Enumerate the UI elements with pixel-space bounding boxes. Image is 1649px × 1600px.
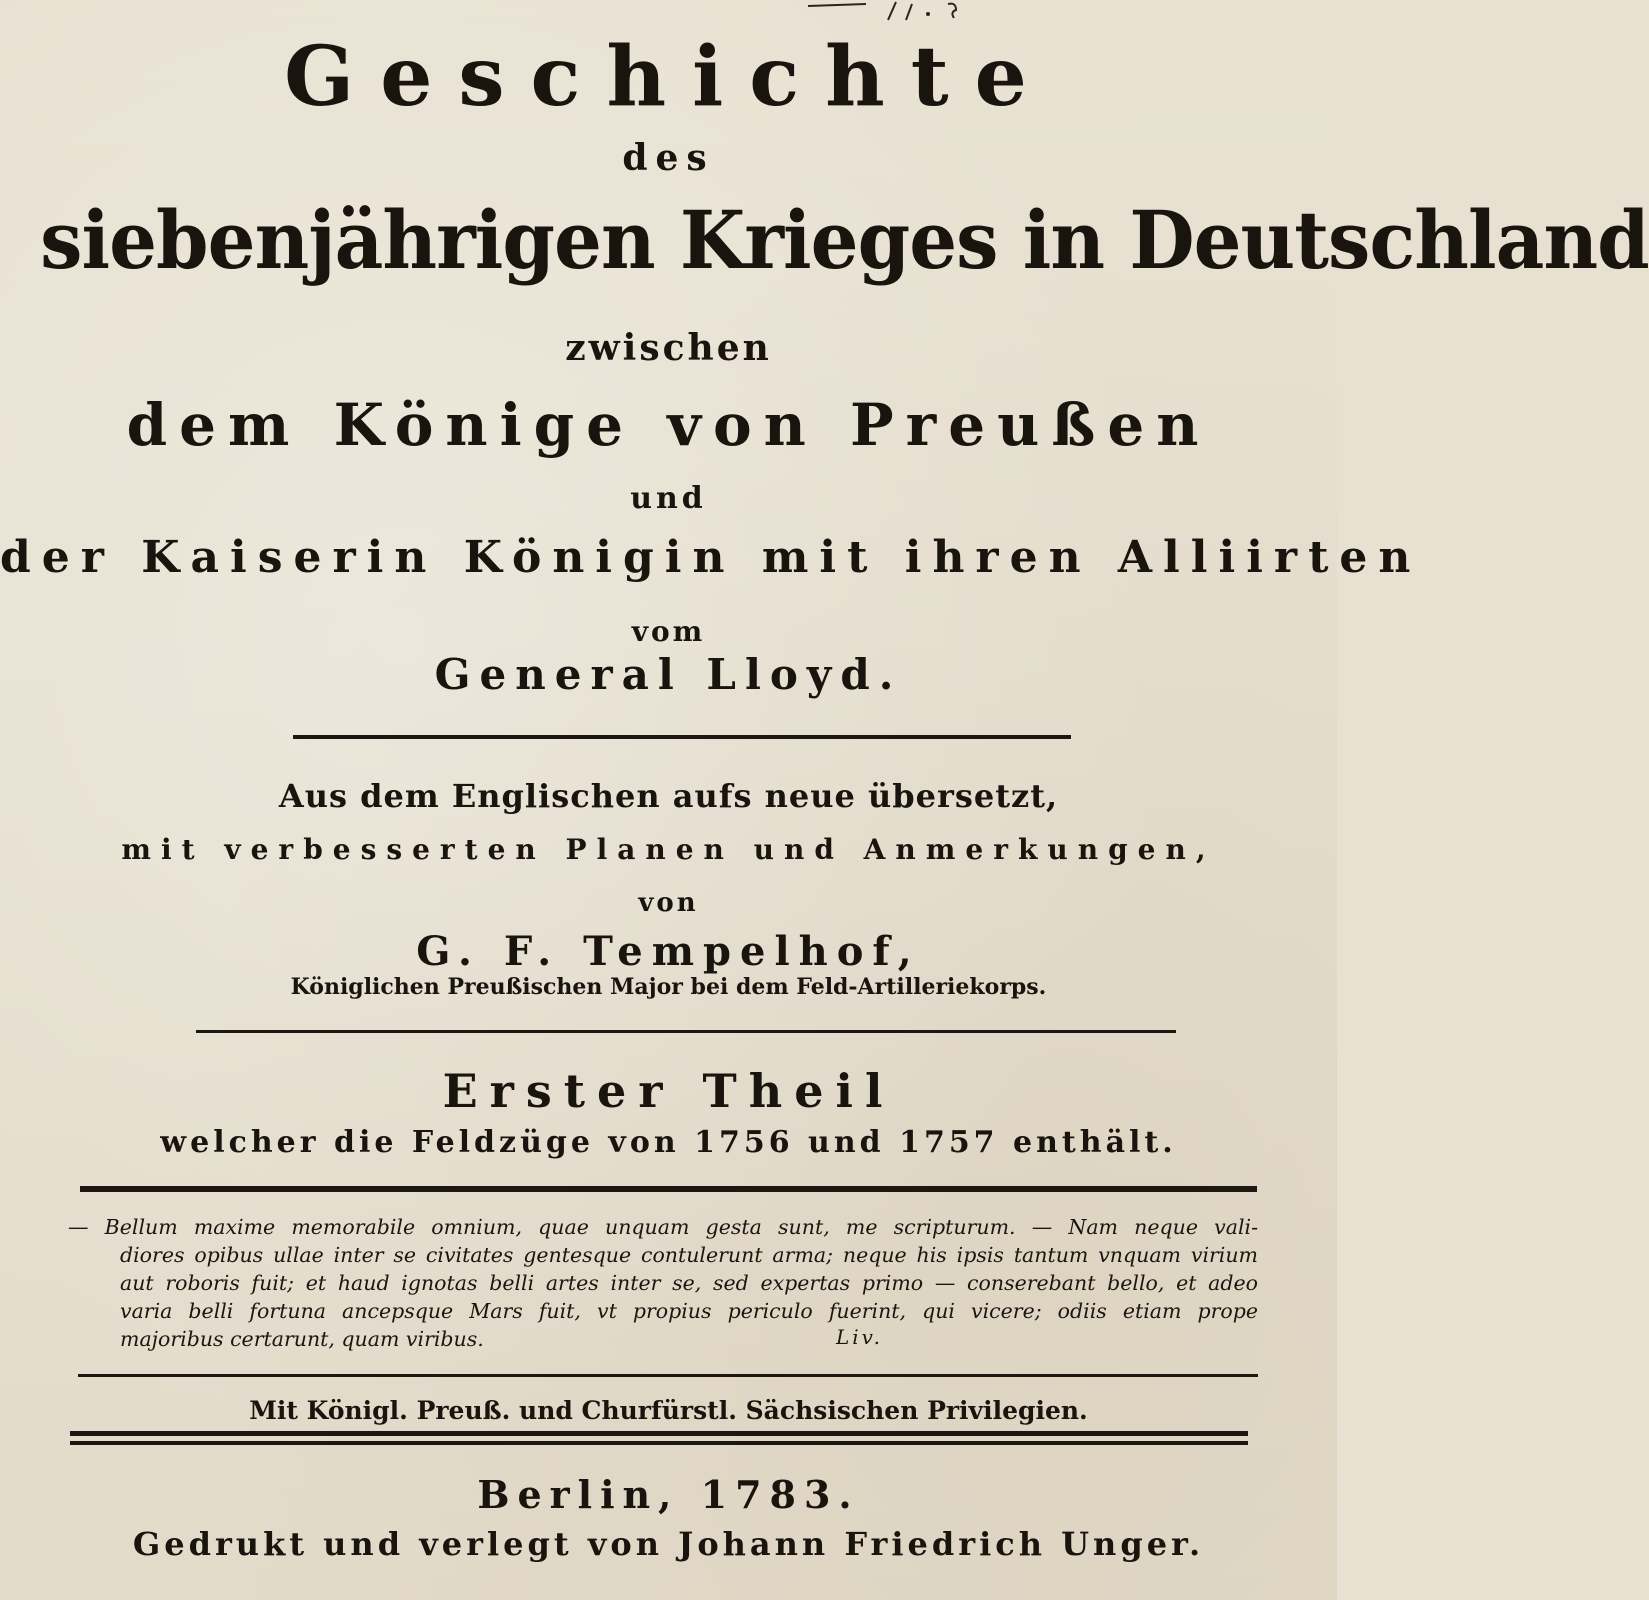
part-label: Erster Theil xyxy=(442,1064,895,1118)
epigraph xyxy=(68,1213,1258,1353)
privileges-note: Mit Königl. Preuß. und Churfürstl. Sächsischen Privilegien. xyxy=(249,1396,1088,1425)
party-one: dem Könige von Preußen xyxy=(126,391,1211,459)
imprint-publisher: Gedrukt und verlegt von Johann Friedrich Unger. xyxy=(132,1525,1205,1563)
epigraph-line: majoribus certarunt, quam viribus. xyxy=(120,1327,484,1351)
epigraph-line: varia belli fortuna ancepsque Mars fuit, vt propius periculo fuerint, qui vicere; odiis etiam prope xyxy=(120,1299,1258,1323)
war-title: siebenjährigen Krieges in Deutschland xyxy=(40,193,1649,287)
translator-name: G. F. Tempelhof, xyxy=(416,928,921,975)
divider-rule xyxy=(78,1374,1258,1377)
improvements-note: mit verbesserten Planen und Anmerkungen, xyxy=(121,833,1216,866)
epigraph-source: Liv. xyxy=(836,1325,883,1349)
translator-title: Königlichen Preußischen Major bei dem Feld-Artilleriekorps. xyxy=(290,974,1047,1000)
title-des: des xyxy=(622,137,715,179)
epigraph-line: — Bellum maxime memorabile omnium, quae unquam gesta sunt, me scripturum. — Nam neque vali- xyxy=(68,1215,1258,1239)
divider-rule-double-top xyxy=(70,1431,1248,1436)
divider-rule xyxy=(196,1030,1176,1033)
divider-rule xyxy=(293,735,1071,739)
title-und: und xyxy=(630,481,707,516)
epigraph-line: aut roboris fuit; et haud ignotas belli artes inter se, sed expertas primo — conserebant bello, et adeo xyxy=(120,1271,1258,1295)
party-two: der Kaiserin Königin mit ihren Alliirten xyxy=(0,532,1422,583)
author-name: General Lloyd. xyxy=(434,650,903,699)
part-content: welcher die Feldzüge von 1756 und 1757 enthält. xyxy=(160,1125,1177,1160)
book-title: Geschichte xyxy=(284,29,1053,125)
handwritten-mark xyxy=(806,0,986,24)
divider-rule-thick xyxy=(80,1186,1257,1192)
title-zwischen: zwischen xyxy=(565,327,772,369)
translation-note: Aus dem Englischen aufs neue übersetzt, xyxy=(278,777,1059,815)
epigraph-line: diores opibus ullae inter se civitates gentesque contulerunt arma; neque his ipsis tantum vnquam virium xyxy=(120,1243,1258,1267)
imprint-place-year: Berlin, 1783. xyxy=(477,1472,860,1517)
divider-rule-double-bottom xyxy=(70,1441,1248,1445)
title-von: von xyxy=(638,888,699,918)
title-vom: vom xyxy=(631,615,706,648)
